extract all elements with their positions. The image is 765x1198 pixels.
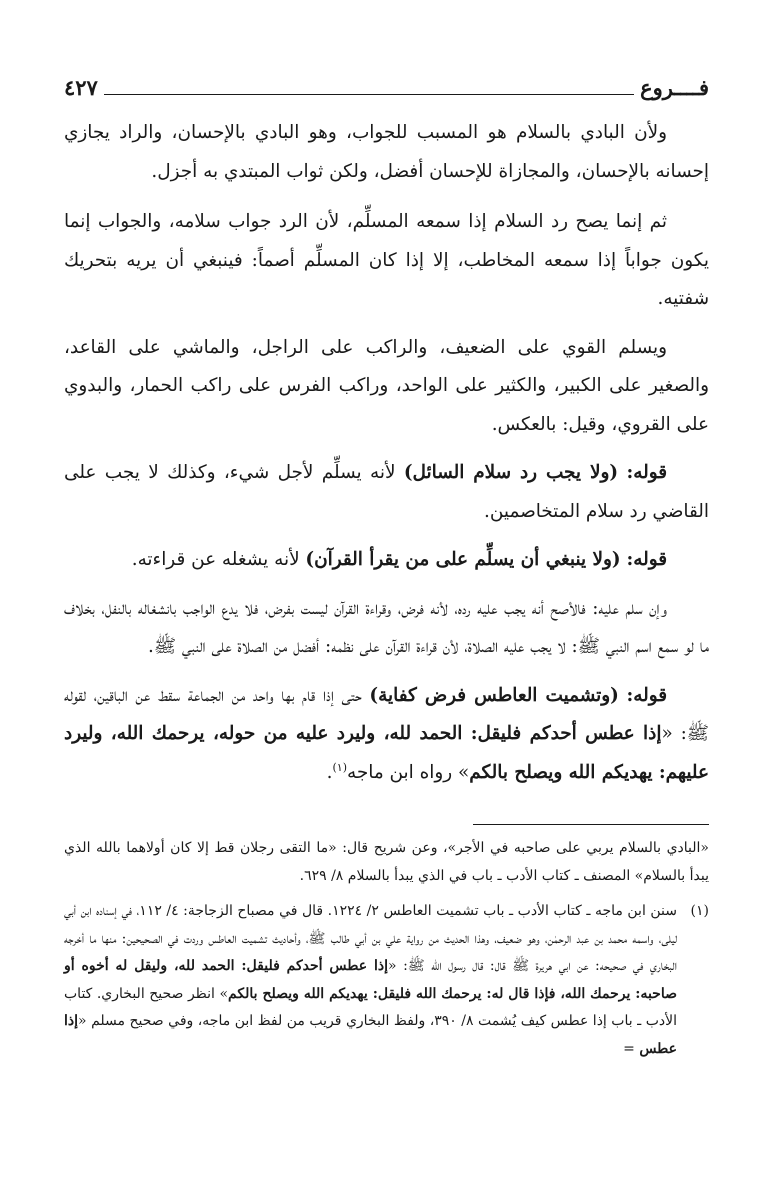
- hadith-text: إذا عطس أحدكم فليقل: الحمد لله، وليرد عليه من حوله، يرحمك الله، وليرد عليهم: يهديكم الله ويصلح بالكم: [64, 723, 709, 783]
- quoted-text: (ولا ينبغي أن يسلِّم على من يقرأ القرآن): [305, 549, 621, 570]
- qawl-label: قوله:: [626, 684, 667, 706]
- paragraph-5: [64, 541, 709, 580]
- footnote-hadith: إذا عطس أحدكم فليقل: الحمد لله، وليقل له أخوه أو صاحبه: يرحمك الله، فإذا قال له: يرحمك الله فليقل: يهديكم الله ويصلح بالكم: [64, 958, 677, 1002]
- commentary-text: لأنه يسلِّم لأجل شيء، وكذلك لا يجب على القاضي رد سلام المتخاصمين.: [64, 462, 709, 522]
- footnote-continuation: «البادي بالسلام يربي على صاحبه في الأجر»، وعن شريح قال: «ما التقى رجلان قط إلا كان أولاهما بالله الذي يبدأ بالسلام» المصنف ـ كتاب الأدب ـ باب في الذي يبدأ بالسلام ٨/ ٦٢٩.: [64, 840, 709, 884]
- quoted-text: (وتشميت العاطس فرض كفاية): [369, 684, 619, 706]
- paragraph-3: ويسلم القوي على الضعيف، والراكب على الراجل، والماشي على القاعد، والصغير على الكبير، والكثير على الواحد، وراكب الفرس على راكب الحمار، والبدوي على القروي، وقيل: بالعكس.: [64, 336, 709, 435]
- qawl-label: قوله:: [626, 549, 667, 570]
- running-header: [64, 70, 709, 100]
- paragraph-7: [64, 677, 709, 793]
- footnotes-section: [64, 835, 709, 1063]
- footnote-1: [64, 898, 709, 1063]
- paragraph-6: وإن سلم عليه: فالأصح أنه يجب عليه رده، لأنه فرض، وقراءة القرآن ليست بفرض، فلا يدع الواجب بانشغاله بالنفل، بخلاف ما لو سمع اسم النبي ﷺ: لا يجب عليه الصلاة، لأن قراءة القرآن على نظمه: أفضل من الصلاة على النبي ﷺ.: [64, 597, 709, 657]
- paragraph-4: [64, 454, 709, 531]
- page-number: ٤٢٧: [64, 75, 98, 100]
- paragraph-2: ثم إنما يصح رد السلام إذا سمعه المسلِّم، لأن الرد جواب سلامه، والجواب إنما يكون جواباً إذا سمعه المخاطب، إلا إذا كان المسلِّم أصماً: فينبغي أن يريه بتحريك شفتيه.: [64, 211, 709, 309]
- footnote-text-part: سنن ابن ماجه ـ كتاب الأدب ـ باب تشميت العاطس ٢/ ١٢٢٤. قال في مصباح الزجاجة: ٤/ ١١٢، في إسناده ابن أبي ليلى، واسمه محمد بن عبد الرحمٰن، وهو ضعيف، وهذا الحديث من رواية علي بن أبي طالب ﷺ، وأحاديث تشميت العاطس وردت في الصحيحين: منها ما أخرجه البخاري في صحيحه: عن ابي هريرة ﷺ قال: قال رسول الله ﷺ: «: [64, 903, 677, 974]
- footnote-hadith: إذا عطس: [64, 1013, 677, 1057]
- commentary-text: لأنه يشغله عن قراءته.: [131, 549, 306, 570]
- footnote-separator: [473, 824, 709, 825]
- paragraph-1: ولأن البادي بالسلام هو المسبب للجواب، وهو البادي بالإحسان، والراد يجازي إحسانه بالإحسان، والمجازاة للإحسان أفضل، ولكن ثواب المبتدي به أجزل.: [64, 122, 709, 182]
- qawl-label: قوله:: [626, 462, 667, 483]
- commentary-text: » رواه ابن ماجه: [347, 761, 470, 783]
- footnote-text-part: » انظر صحيح البخاري. كتاب الأدب ـ باب إذا عطس كيف يُشمت ٨/ ٣٩٠، ولفظ البخاري قريب من لفظ ابن ماجه، وفي صحيح مسلم «: [64, 985, 678, 1029]
- footnote-text: [64, 898, 677, 1063]
- sentence-end: .: [326, 761, 333, 783]
- main-text: [64, 114, 709, 792]
- commentary-text: حتى إذا قام بها واحد من الجماعة سقط عن الباقين، لقوله ﷺ: «: [64, 684, 710, 744]
- header-title: فــــروع: [640, 75, 709, 100]
- footnote-reference: (١): [332, 760, 347, 774]
- book-page: [64, 70, 709, 1168]
- quoted-text: (ولا يجب رد سلام السائل): [403, 462, 619, 483]
- footnote-number: (١): [690, 903, 709, 919]
- footnote-text-part: =: [623, 1040, 640, 1057]
- header-rule: [104, 94, 634, 95]
